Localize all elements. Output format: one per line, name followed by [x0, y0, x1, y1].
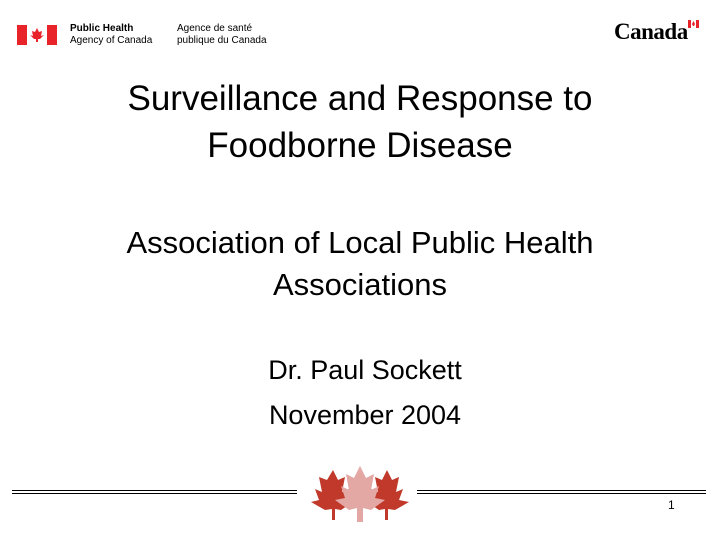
org-fr-line2: publique du Canada [177, 35, 267, 46]
maple-leaves-icon [305, 462, 415, 524]
author-block [0, 348, 720, 438]
org-name-english [70, 23, 152, 47]
org-en-line2: Agency of Canada [70, 35, 153, 46]
org-fr-line1: Agence de santé [177, 23, 253, 34]
title-line1: Surveillance and Response to [127, 79, 593, 118]
footer-rule-left [12, 490, 297, 494]
author-name: Dr. Paul Sockett [268, 355, 462, 385]
canada-flag-icon [17, 25, 57, 45]
page-number: 1 [668, 498, 675, 512]
title-line2: Foodborne Disease [207, 126, 513, 165]
subtitle-line1: Association of Local Public Health [126, 225, 594, 260]
org-en-line1: Public Health [70, 23, 134, 34]
canada-wordmark: Canada [614, 19, 688, 44]
slide-subtitle [0, 222, 720, 306]
wordmark-flag-icon [688, 20, 699, 28]
footer-rule-right [417, 490, 706, 494]
presentation-date: November 2004 [268, 400, 462, 430]
subtitle-line2: Associations [272, 267, 448, 302]
org-name-french [177, 23, 267, 47]
slide-title [0, 75, 720, 169]
